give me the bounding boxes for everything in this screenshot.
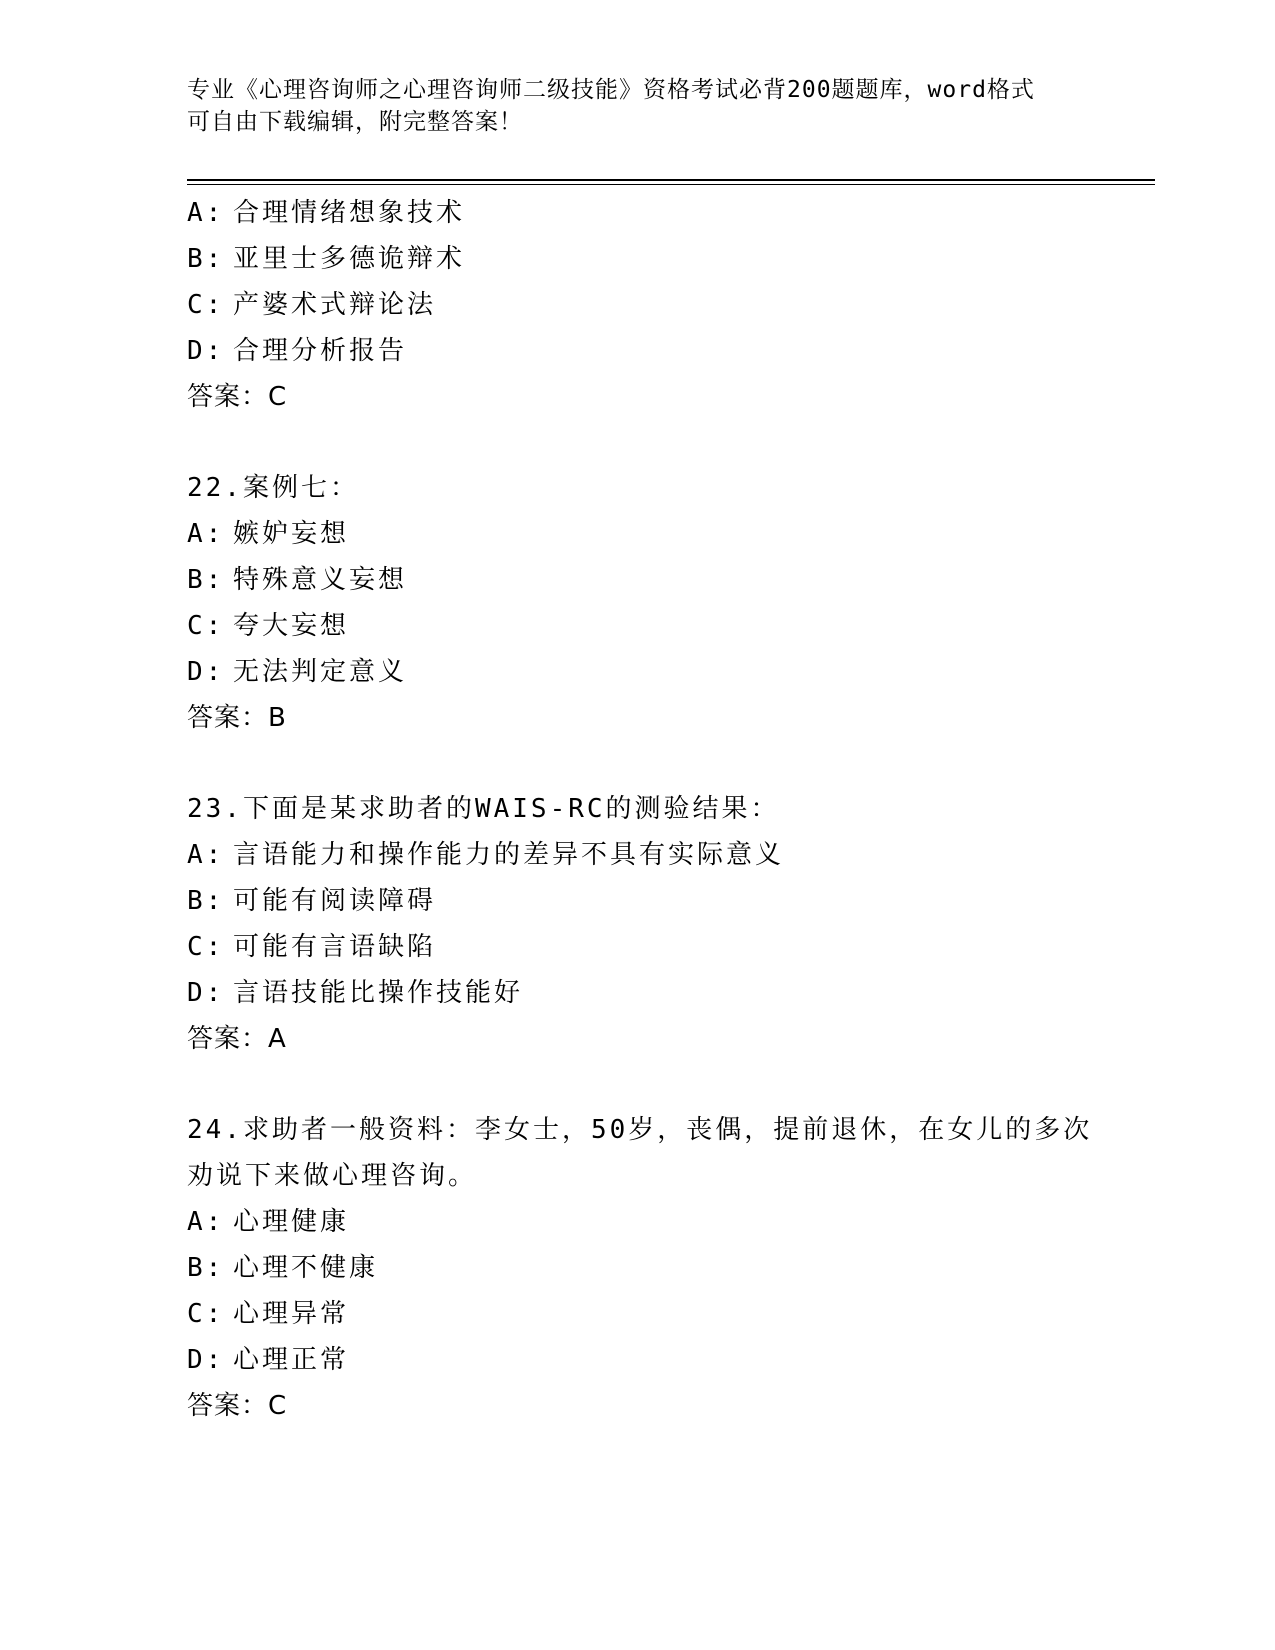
option-letter: A: [187, 198, 225, 228]
option-d [187, 970, 1137, 1016]
option-text: 合理分析报告 [233, 336, 408, 366]
option-text: 无法判定意义 [233, 657, 408, 687]
document-header [187, 74, 1087, 138]
option-text: 心理正常 [233, 1345, 350, 1375]
spacer [187, 1062, 1137, 1107]
option-letter: A: [187, 519, 225, 549]
option-b [187, 1245, 1137, 1291]
option-letter: D: [187, 657, 225, 687]
header-rule-thick [187, 179, 1155, 181]
question-stem: 23.下面是某求助者的WAIS-RC的测验结果： [187, 794, 780, 824]
option-letter: C: [187, 1299, 225, 1329]
option-text: 可能有言语缺陷 [233, 932, 437, 962]
option-letter: A: [187, 840, 225, 870]
option-text: 心理异常 [233, 1299, 350, 1329]
question-list [187, 190, 1137, 1429]
option-text: 产婆术式辩论法 [233, 290, 437, 320]
answer-line: 答案：C [187, 382, 288, 412]
option-letter: D: [187, 978, 225, 1008]
option-b [187, 557, 1137, 603]
question-stem: 22.案例七： [187, 473, 359, 503]
spacer [187, 741, 1137, 786]
answer-line: 答案：C [187, 1391, 288, 1421]
option-c [187, 603, 1137, 649]
option-d [187, 1337, 1137, 1383]
option-a [187, 190, 1137, 236]
option-text: 合理情绪想象技术 [233, 198, 466, 228]
option-b [187, 878, 1137, 924]
option-text: 可能有阅读障碍 [233, 886, 437, 916]
option-letter: D: [187, 336, 225, 366]
question-22 [187, 465, 1137, 741]
option-text: 亚里士多德诡辩术 [233, 244, 466, 274]
question-21 [187, 190, 1137, 420]
option-b [187, 236, 1137, 282]
option-letter: B: [187, 1253, 225, 1283]
option-a [187, 511, 1137, 557]
option-c [187, 924, 1137, 970]
option-letter: C: [187, 290, 225, 320]
header-rule-thin [187, 184, 1155, 185]
question-stem: 24.求助者一般资料：李女士，50岁，丧偶，提前退休，在女儿的多次 [187, 1115, 1093, 1145]
option-text: 心理不健康 [233, 1253, 379, 1283]
option-text: 心理健康 [233, 1207, 350, 1237]
option-letter: B: [187, 244, 225, 274]
option-text: 夸大妄想 [233, 611, 350, 641]
answer-line: 答案：A [187, 1024, 287, 1054]
option-letter: C: [187, 932, 225, 962]
option-text: 嫉妒妄想 [233, 519, 350, 549]
question-23 [187, 786, 1137, 1062]
option-a [187, 832, 1137, 878]
question-24 [187, 1107, 1137, 1429]
option-letter: B: [187, 886, 225, 916]
option-c [187, 1291, 1137, 1337]
option-d [187, 649, 1137, 695]
header-line-1: 专业《心理咨询师之心理咨询师二级技能》资格考试必背200题题库，word格式 [187, 77, 1035, 103]
option-letter: A: [187, 1207, 225, 1237]
header-line-2: 可自由下载编辑，附完整答案！ [187, 109, 523, 135]
option-text: 特殊意义妄想 [233, 565, 408, 595]
option-d [187, 328, 1137, 374]
option-c [187, 282, 1137, 328]
question-stem-continued: 劝说下来做心理咨询。 [187, 1161, 478, 1191]
spacer [187, 420, 1137, 465]
option-text: 言语能力和操作能力的差异不具有实际意义 [233, 840, 785, 870]
option-letter: B: [187, 565, 225, 595]
option-letter: C: [187, 611, 225, 641]
answer-line: 答案：B [187, 703, 287, 733]
option-text: 言语技能比操作技能好 [233, 978, 524, 1008]
option-a [187, 1199, 1137, 1245]
option-letter: D: [187, 1345, 225, 1375]
